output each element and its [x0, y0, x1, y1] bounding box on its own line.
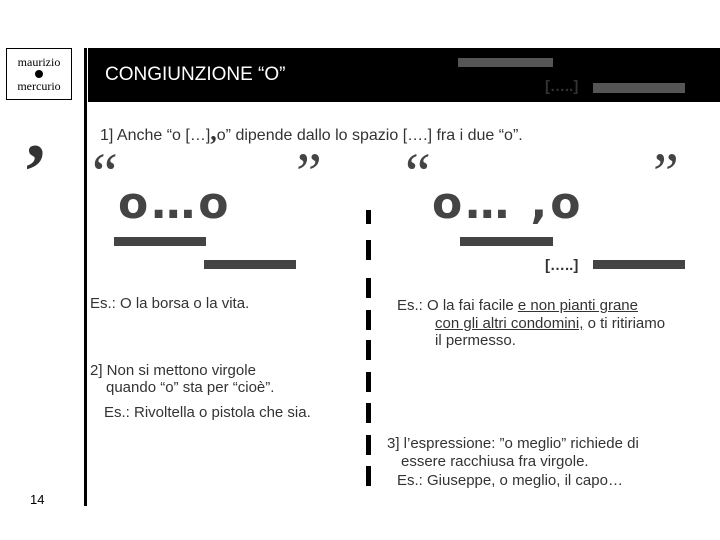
rule-1-comma: , [210, 117, 217, 146]
logo-line1: maurizio [17, 55, 61, 69]
formula-left-close-quote: ” [296, 141, 322, 206]
rule-3-example: Es.: Giuseppe, o meglio, il capo… [397, 472, 623, 489]
separator-dash [366, 310, 371, 330]
slide-title: CONGIUNZIONE “O” [105, 64, 286, 85]
example-left: Es.: O la borsa o la vita. [90, 295, 250, 312]
example-right-line3: il permesso. [435, 332, 516, 349]
rule-1-prefix: 1] Anche “o […] [100, 127, 211, 144]
formula-right-dash-2 [593, 260, 685, 269]
rule-3-line2: essere racchiusa fra virgole. [401, 453, 589, 470]
logo-dot-icon [35, 70, 43, 78]
rule-3-line1: 3] l’espressione: ”o meglio” richiede di [387, 435, 639, 452]
formula-left-dash-1 [114, 237, 206, 246]
page-number: 14 [30, 492, 45, 507]
rule-2-line2: quando “o” sta per “cioè”. [106, 379, 275, 396]
rule-1-suffix: o” dipende dallo lo spazio [….] fra i due “o”. [216, 127, 523, 144]
big-comma-mark: , [26, 87, 46, 174]
formula-left-open-quote: “ [92, 141, 118, 206]
example-right-underlined1: e non pianti grane [517, 297, 638, 314]
formula-left-dash-2 [204, 260, 296, 269]
example-right-plain2: o ti ritiriamo [583, 315, 666, 332]
separator-dash [366, 403, 371, 423]
header-ellipsis: […..] [545, 78, 579, 95]
separator-dash [366, 210, 371, 224]
example-right-underlined2: con gli altri condomini, [435, 315, 584, 332]
separator-dash [366, 340, 371, 360]
separator-dash [366, 372, 371, 392]
rule-2-example: Es.: Rivoltella o pistola che sia. [104, 404, 311, 421]
formula-right-open-quote: “ [405, 141, 431, 206]
header-dash-bottom [593, 83, 685, 93]
formula-left: o…o [118, 178, 232, 229]
formula-right-ellipsis: […..] [545, 257, 579, 274]
separator-dash [366, 466, 371, 486]
example-right-line1 [397, 298, 638, 314]
separator-dash [366, 278, 371, 298]
vertical-divider [84, 48, 87, 506]
formula-right-close-quote: ” [653, 141, 679, 206]
example-right-line2 [435, 316, 665, 332]
rule-2-line1: 2] Non si mettono virgole [90, 362, 256, 379]
header-dash-top [458, 58, 553, 67]
example-right-plain1: Es.: O la fai facile [397, 297, 518, 314]
separator-dash [366, 240, 371, 260]
separator-dash [366, 435, 371, 455]
formula-right-dash-1 [460, 237, 553, 246]
formula-right: o… ,o [432, 178, 584, 229]
logo-line2: mercurio [17, 79, 61, 93]
